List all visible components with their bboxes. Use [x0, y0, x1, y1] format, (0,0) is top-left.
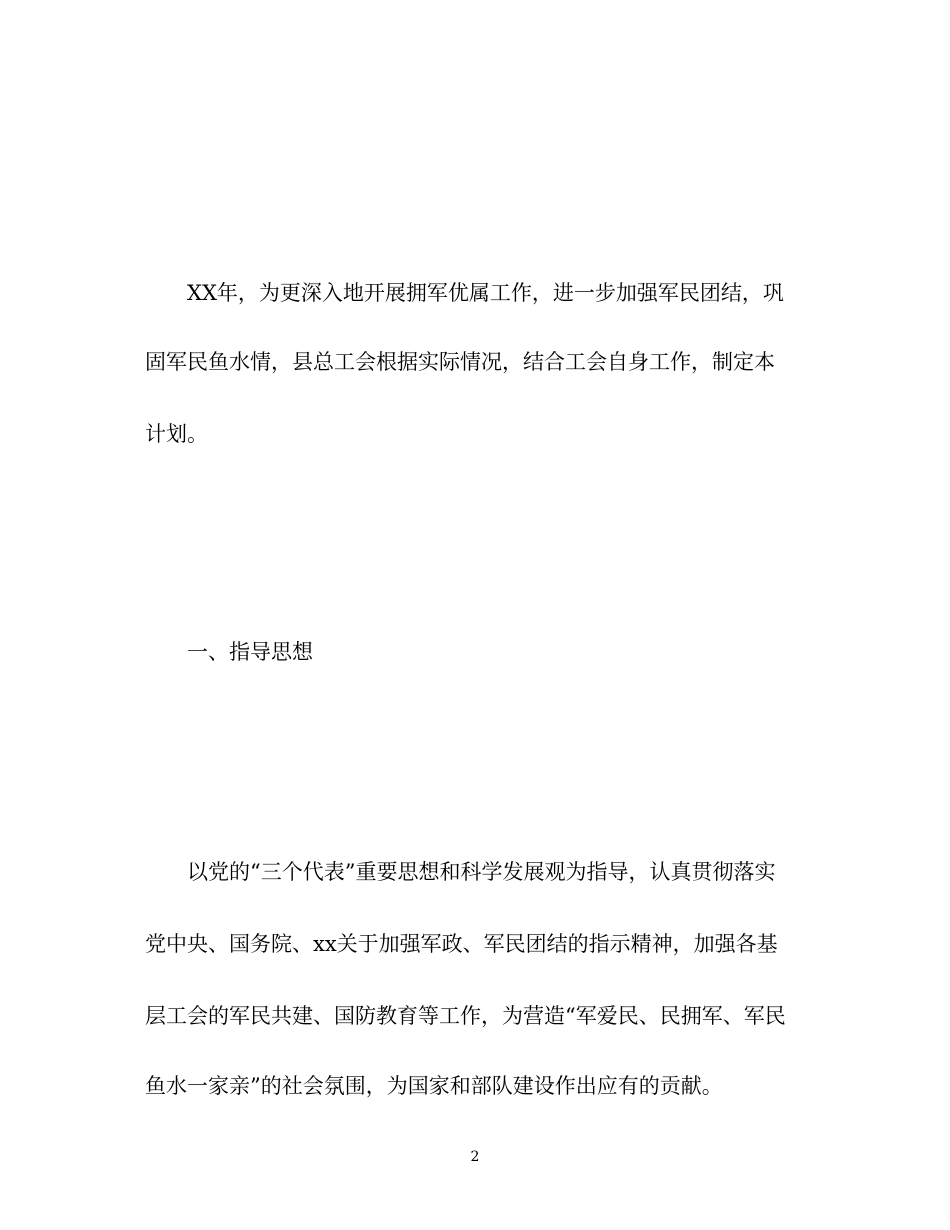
- guiding-paragraph-line-4: 鱼水一家亲”的社会氛围，为国家和部队建设作出应有的贡献。: [145, 1074, 723, 1098]
- section-heading-guiding-ideology: 一、指导思想: [187, 640, 313, 664]
- intro-paragraph-line-2: 固军民鱼水情，县总工会根据实际情况，结合工会自身工作，制定本: [145, 350, 775, 374]
- guiding-paragraph-line-3: 层工会的军民共建、国防教育等工作，为营造“军爱民、民拥军、军民: [145, 1004, 786, 1028]
- page-number: 2: [470, 1149, 480, 1165]
- intro-paragraph-line-3: 计划。: [145, 422, 208, 446]
- guiding-paragraph-line-2: 党中央、国务院、xx关于加强军政、军民团结的指示精神，加强各基: [145, 932, 778, 956]
- guiding-paragraph-line-1: 以党的“三个代表”重要思想和科学发展观为指导，认真贯彻落实: [187, 860, 776, 884]
- intro-paragraph-line-1: XX年，为更深入地开展拥军优属工作，进一步加强军民团结，巩: [187, 281, 784, 305]
